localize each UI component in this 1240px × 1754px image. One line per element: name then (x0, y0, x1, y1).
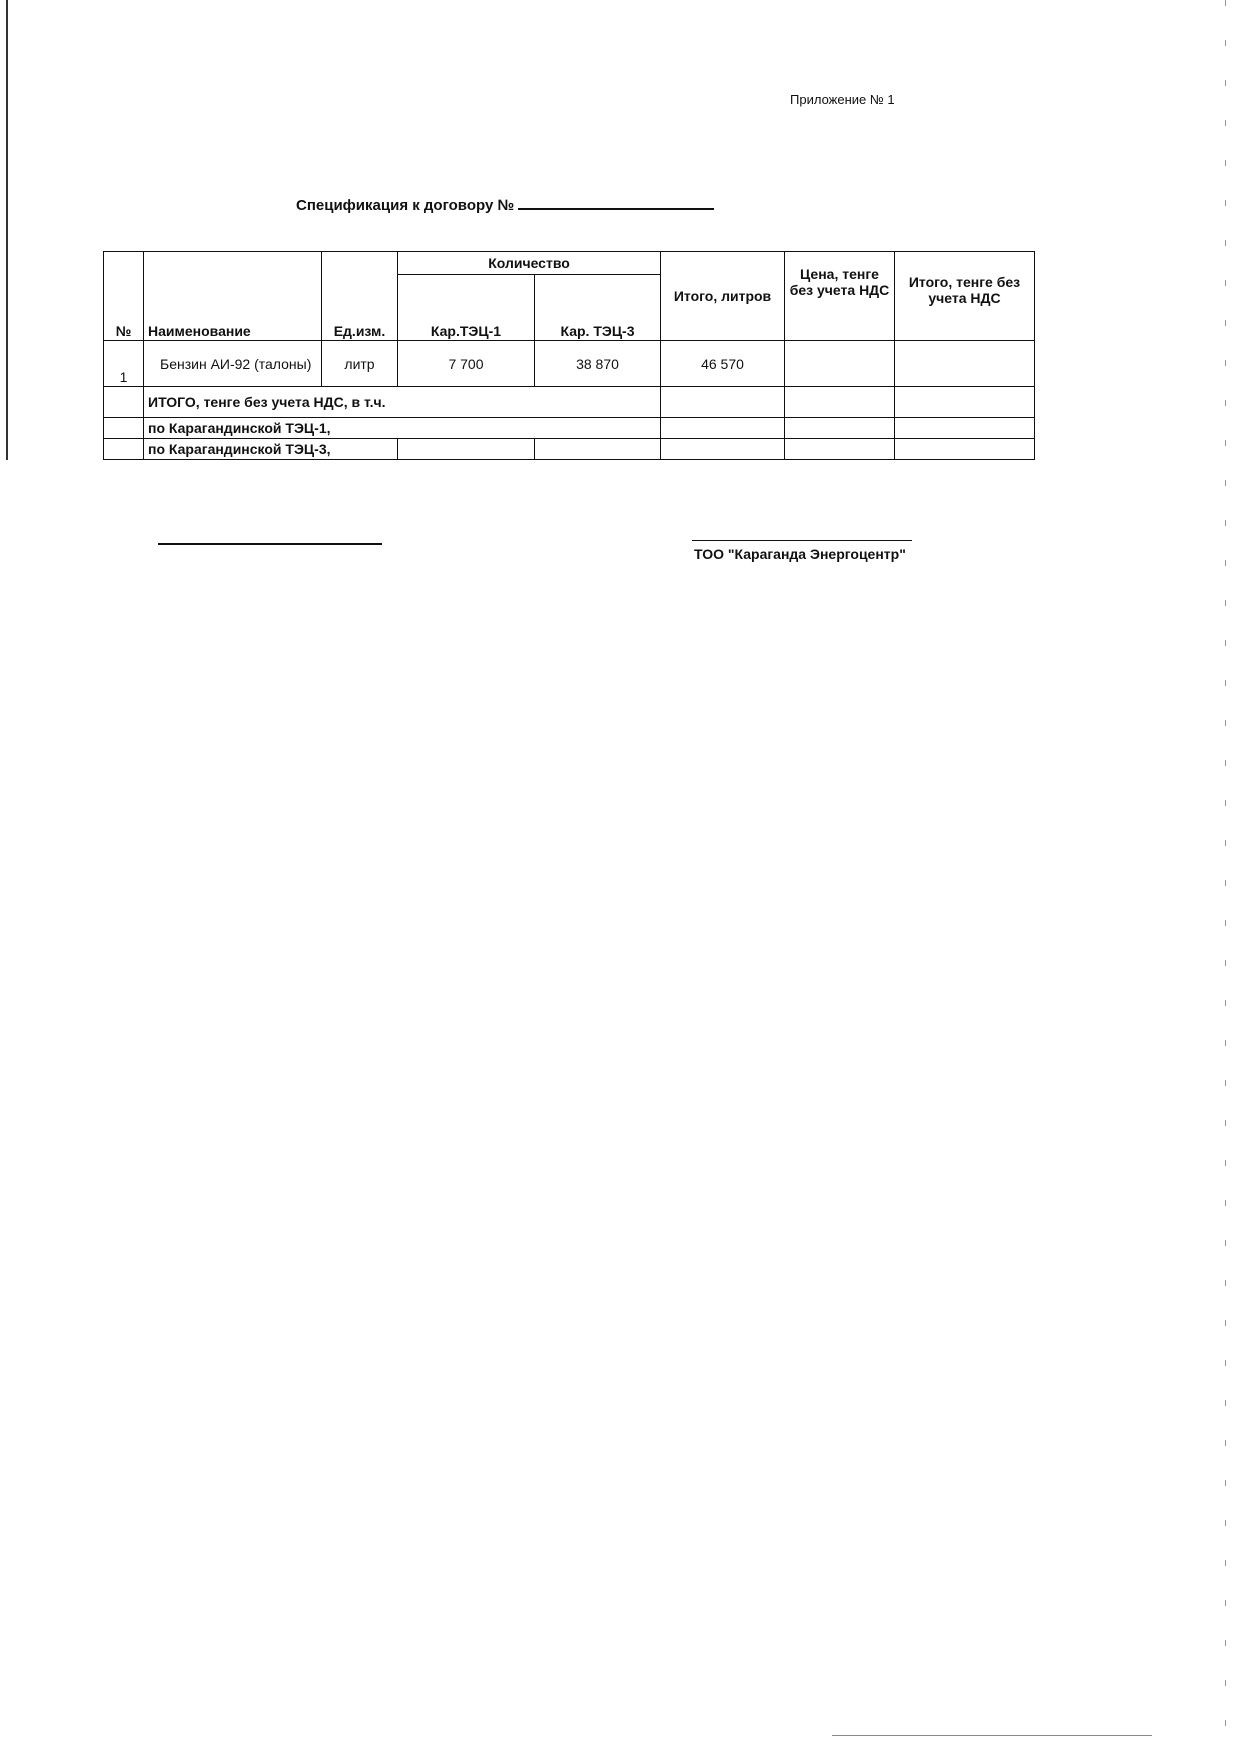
summary-cell (895, 418, 1035, 439)
header-total-tenge: Итого, тенге без учета НДС (895, 252, 1035, 341)
summary-label-tec3: по Карагандинской ТЭЦ-3, (144, 439, 398, 460)
spec-title-text: Спецификация к договору № (296, 197, 515, 214)
summary-num (104, 439, 144, 460)
header-price: Цена, тенге без учета НДС (785, 252, 895, 341)
summary-label-total: ИТОГО, тенге без учета НДС, в т.ч. (144, 387, 661, 418)
header-qty-tec3: Кар. ТЭЦ-3 (535, 275, 661, 341)
row-qty-tec1: 7 700 (398, 341, 535, 387)
summary-cell (895, 439, 1035, 460)
summary-cell (661, 418, 785, 439)
summary-row-tec1 (104, 418, 1035, 439)
header-qty-tec1: Кар.ТЭЦ-1 (398, 275, 535, 341)
summary-cell (785, 387, 895, 418)
summary-cell (398, 439, 535, 460)
company-name: ТОО "Караганда Энергоцентр" (694, 546, 906, 562)
row-total-tenge (895, 341, 1035, 387)
contract-number-blank (518, 194, 714, 210)
header-name: Наименование (144, 252, 322, 341)
specification-table (103, 251, 1035, 460)
header-total-liters: Итого, литров (661, 252, 785, 341)
scan-edge-right (1225, 0, 1226, 1754)
summary-label-tec1: по Карагандинской ТЭЦ-1, (144, 418, 661, 439)
summary-cell (785, 418, 895, 439)
summary-cell (535, 439, 661, 460)
row-num: 1 (104, 341, 144, 387)
spec-title (296, 194, 714, 214)
row-unit: литр (322, 341, 398, 387)
appendix-label: Приложение № 1 (790, 92, 895, 107)
summary-cell (661, 439, 785, 460)
summary-cell (895, 387, 1035, 418)
scan-edge-left (6, 0, 8, 460)
summary-cell (785, 439, 895, 460)
table-row (104, 341, 1035, 387)
summary-num (104, 387, 144, 418)
row-total-liters: 46 570 (661, 341, 785, 387)
summary-cell (661, 387, 785, 418)
row-qty-tec3: 38 870 (535, 341, 661, 387)
signature-line-right (692, 540, 912, 541)
row-name: Бензин АИ-92 (талоны) (144, 341, 322, 387)
header-unit: Ед.изм. (322, 252, 398, 341)
summary-num (104, 418, 144, 439)
bottom-rule (832, 1735, 1152, 1736)
summary-row-total (104, 387, 1035, 418)
header-quantity-group: Количество (398, 252, 661, 275)
summary-row-tec3 (104, 439, 1035, 460)
signature-line-left (158, 543, 382, 545)
header-num: № (104, 252, 144, 341)
table-body (104, 341, 1035, 460)
row-price (785, 341, 895, 387)
table-header (104, 252, 1035, 341)
